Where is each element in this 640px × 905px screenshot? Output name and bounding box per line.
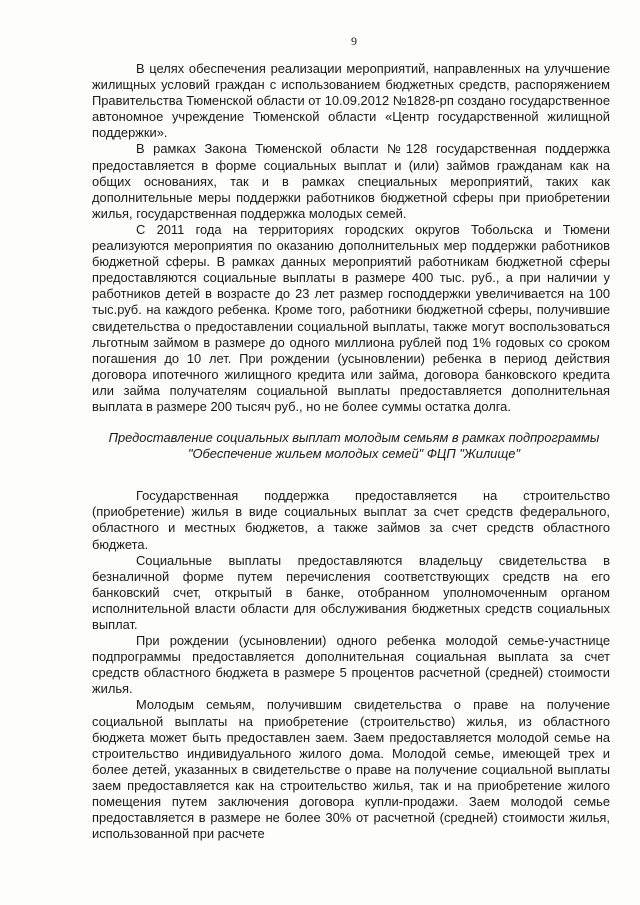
- paragraph-young-families-loan: Молодым семьям, получившим свидетельства о праве на получение социальной выплаты на приобретение (строительство) жилья, из областного бюджета может быть предоставлен заем. Заем предоставляется молодой семье на строительство индивидуального жилого дома. Молодой семье, имеющей трех и более детей, указанных в свидетельстве о праве на получение социальной выплаты заем предоставляется как на строительство жилья, так и на приобретение жилого помещения путем заключения договора купли-продажи. Заем молодой семье предоставляется в размере не более 30% от расчетной (средней) стоимости жилья, использованной при расчете: [92, 697, 610, 842]
- paragraph-state-support-construction: Государственная поддержка предоставляется на строительство (приобретение) жилья в виде социальных выплат за счет средств федерального, областного и местных бюджетов, а также займов за счет средств областного бюджета.: [92, 488, 610, 552]
- page-number: 9: [351, 34, 357, 48]
- paragraph-public-sector-workers-support: С 2011 года на территориях городских округов Тобольска и Тюмени реализуются мероприятия по оказанию дополнительных мер поддержки работников бюджетной сферы. В рамках данных мероприятий работникам бюджетной сферы предоставляются социальные выплаты в размере 400 тыс. руб., а при наличии у работников детей в возрасте до 23 лет размер господдержки увеличивается на 100 тыс.руб. на каждого ребенка. Кроме того, работники бюджетной сферы, получившие свидетельства о предоставлении социальной выплаты, также могут воспользоваться льготным займом в размере до одного миллиона рублей под 1% годовых со сроком погашения до 10 лет. При рождении (усыновлении) ребенка в период действия договора ипотечного жилищного кредита или займа, договора банковского кредита или займа получателям социальной выплаты предоставляется дополнительная выплата в размере 200 тысяч руб., но не более суммы остатка долга.: [92, 221, 610, 414]
- paragraph-social-payments-transfer: Социальные выплаты предоставляются владельцу свидетельства в безналичной форме путем перечисления соответствующих средств на его банковский счет, открытый в банке, отобранном уполномоченным органом исполнительной власти области для обслуживания бюджетных средств социальных выплат.: [92, 552, 610, 632]
- section-heading-young-families: Предоставление социальных выплат молодым семьям в рамках подпрограммы "Обеспечение жильем молодых семей" ФЦП "Жилище": [108, 430, 600, 462]
- paragraph-gau-center: В целях обеспечения реализации мероприятий, направленных на улучшение жилищных условий граждан с использованием бюджетных средств, распоряжением Правительства Тюменской области от 10.09.2012 №1828-рп создано государственное автономное учреждение Тюменской области «Центр государственной жилищной поддержки».: [92, 61, 610, 141]
- paragraph-state-support-law-128: В рамках Закона Тюменской области №128 государственная поддержка предоставляется в форме социальных выплат и (или) займов гражданам как на общих основаниях, так и в рамках специальных мероприятий, таких как дополнительные меры поддержки работников бюджетной сферы при приобретении жилья, государственная поддержка молодых семей.: [92, 141, 610, 221]
- paragraph-additional-payment-child: При рождении (усыновлении) одного ребенка молодой семье-участнице подпрограммы предоставляется дополнительная социальная выплата за счет средств областного бюджета в размере 5 процентов расчетной (средней) стоимости жилья.: [92, 633, 610, 697]
